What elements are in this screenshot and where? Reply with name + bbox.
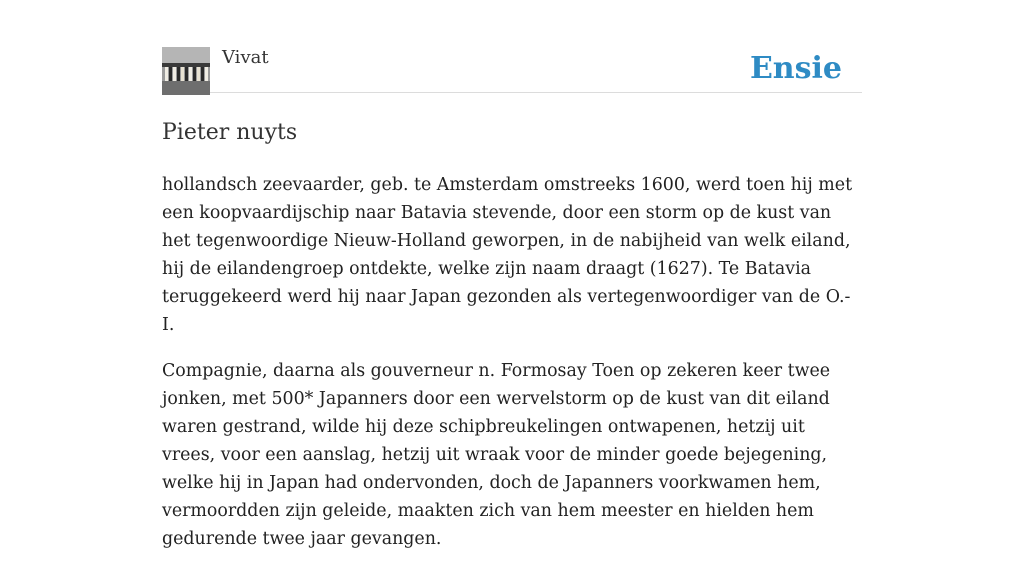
header <box>162 47 862 93</box>
paragraph: Compagnie, daarna als gouverneur n. Formosay Toen op zekeren keer twee jonken, met 500* Japanners door een wervelstorm op de kust van dit eiland waren gestrand, wilde hij deze schipbreukelingen ontwapenen, hetzij uit vrees, voor een aanslag, hetzij uit wraak voor de minder goede bejegening, welke hij in Japan had ondervonden, doch de Japanners voorkwamen hem, vermoordden zijn geleide, maakten zich van hem meester en hielden hem gedurende twee jaar gevangen. <box>162 361 831 549</box>
paragraph: hollandsch zeevaarder, geb. te Amsterdam omstreeks 1600, werd toen hij met een koopvaardijschip naar Batavia stevende, door een storm op de kust van het tegenwoordige Nieuw-Holland geworpen, in de nabijheid van welk eiland, hij de eilandengroep ontdekte, welke zijn naam draagt (1627). Te Batavia teruggekeerd werd hij naar Japan gezonden als vertegenwoordiger van de O.-I. <box>162 175 853 335</box>
bookshelf-icon <box>162 47 210 95</box>
page-title: Pieter nuyts <box>162 120 298 145</box>
article-container <box>162 47 862 571</box>
article-body <box>162 171 862 553</box>
site-logo[interactable]: Ensie <box>749 51 842 86</box>
avatar[interactable] <box>162 47 210 95</box>
author-name[interactable]: Vivat <box>222 47 269 68</box>
